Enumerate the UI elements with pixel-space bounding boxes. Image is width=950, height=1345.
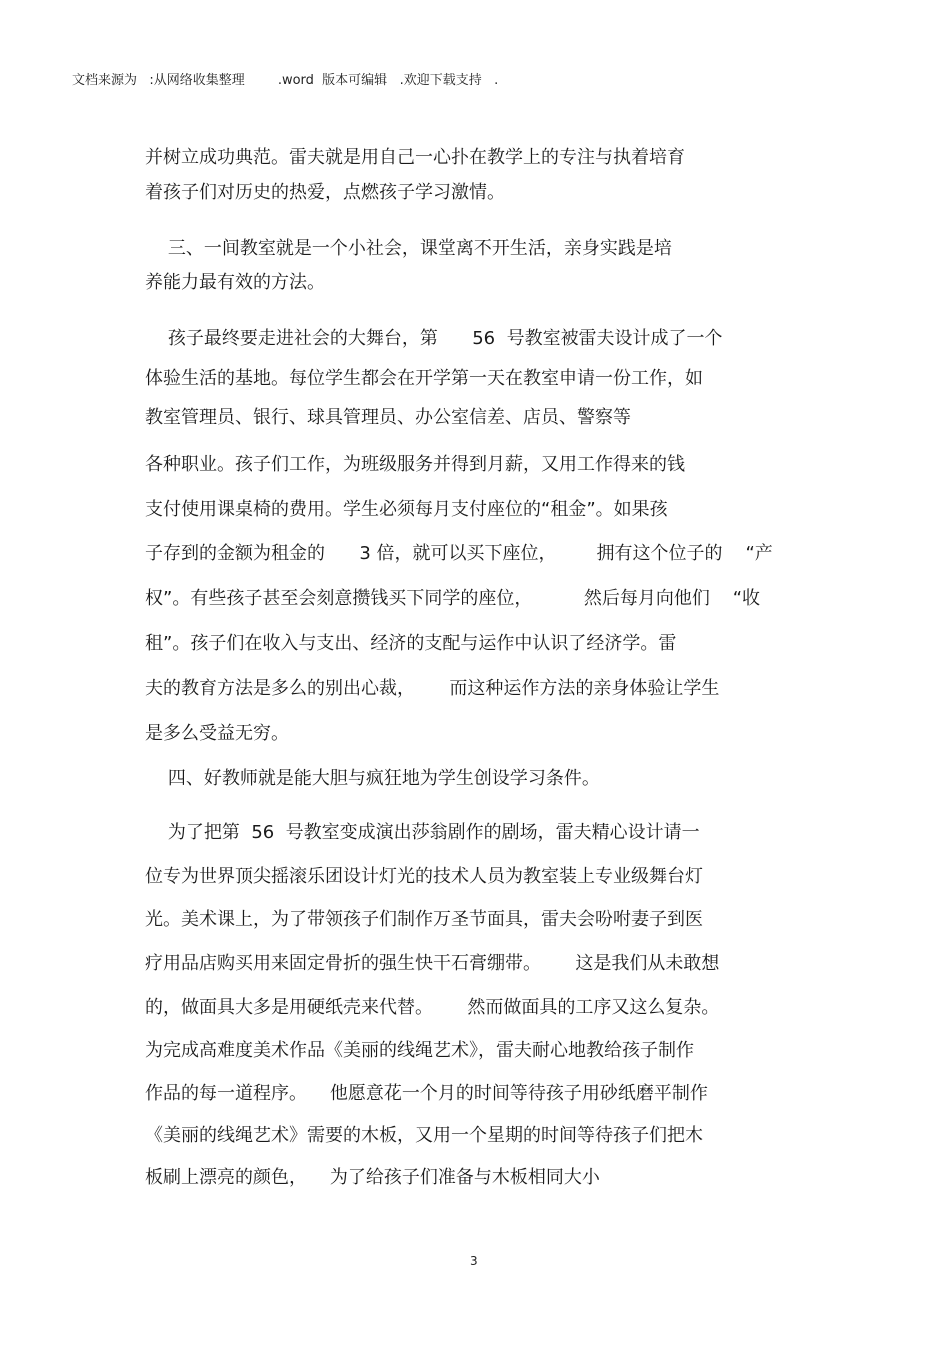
text-line: 孩子最终要走进社会的大舞台，第 56 号教室被雷夫设计成了一个 bbox=[145, 328, 723, 349]
text-line: 三、一间教室就是一个小社会，课堂离不开生活，亲身实践是培 bbox=[145, 238, 672, 259]
text-line: 支付使用课桌椅的费用。学生必须每月支付座位的“租金”。如果孩 bbox=[145, 499, 668, 520]
text-line: 并树立成功典范。雷夫就是用自己一心扑在教学上的专注与执着培育 bbox=[145, 147, 685, 168]
text-line: 是多么受益无穷。 bbox=[145, 723, 289, 744]
text-line: 为了把第 56 号教室变成演出莎翁剧作的剧场，雷夫精心设计请一 bbox=[145, 822, 700, 843]
text-line: 光。美术课上，为了带领孩子们制作万圣节面具，雷夫会吩咐妻子到医 bbox=[145, 909, 703, 930]
text-line: 子存到的金额为租金的 3 倍，就可以买下座位， 拥有这个位子的 “产 bbox=[145, 543, 773, 564]
text-line: 夫的教育方法是多么的别出心裁， 而这种运作方法的亲身体验让学生 bbox=[145, 678, 720, 699]
document-header: 文档来源为 :从网络收集整理 .word 版本可编辑 .欢迎下载支持 . bbox=[72, 73, 499, 88]
text-line: 体验生活的基地。每位学生都会在开学第一天在教室申请一份工作，如 bbox=[145, 368, 703, 389]
text-line: 租”。孩子们在收入与支出、经济的支配与运作中认识了经济学。雷 bbox=[145, 633, 677, 654]
text-line: 作品的每一道程序。 他愿意花一个月的时间等待孩子用砂纸磨平制作 bbox=[145, 1083, 708, 1104]
text-line: 养能力最有效的方法。 bbox=[145, 272, 325, 293]
text-line: 疗用品店购买用来固定骨折的强生快干石膏绷带。 这是我们从未敢想 bbox=[145, 953, 720, 974]
text-line: 着孩子们对历史的热爱，点燃孩子学习激情。 bbox=[145, 182, 505, 203]
text-line: 《美丽的线绳艺术》需要的木板，又用一个星期的时间等待孩子们把木 bbox=[145, 1125, 703, 1146]
text-line: 权”。有些孩子甚至会刻意攒钱买下同学的座位， 然后每月向他们 “收 bbox=[145, 588, 761, 609]
text-line: 教室管理员、银行、球具管理员、办公室信差、店员、警察等 bbox=[145, 407, 631, 428]
text-line: 位专为世界顶尖摇滚乐团设计灯光的技术人员为教室装上专业级舞台灯 bbox=[145, 866, 703, 887]
text-line: 板刷上漂亮的颜色， 为了给孩子们准备与木板相同大小 bbox=[145, 1167, 600, 1188]
page-number: 3 bbox=[470, 1254, 478, 1268]
text-line: 为完成高难度美术作品《美丽的线绳艺术》，雷夫耐心地教给孩子制作 bbox=[145, 1040, 694, 1061]
text-line: 各种职业。孩子们工作，为班级服务并得到月薪，又用工作得来的钱 bbox=[145, 454, 685, 475]
text-line: 的，做面具大多是用硬纸壳来代替。 然而做面具的工序又这么复杂。 bbox=[145, 997, 720, 1018]
text-line: 四、好教师就是能大胆与疯狂地为学生创设学习条件。 bbox=[145, 768, 600, 789]
